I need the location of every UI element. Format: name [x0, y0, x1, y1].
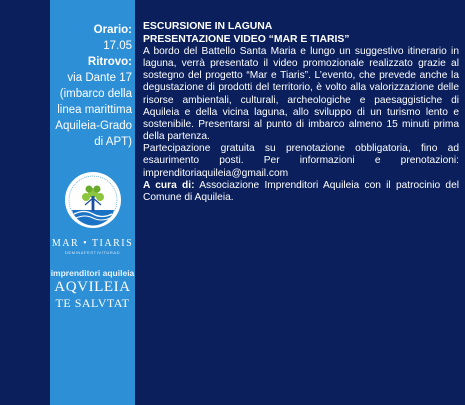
- event-info: [50, 22, 132, 150]
- mar-e-tiaris-emblem-icon: [64, 168, 122, 234]
- ritrovo-line: via Dante 17: [67, 72, 132, 84]
- logo-subtitle: DEMINAFESTIVITURAD: [64, 250, 121, 255]
- mar-e-tiaris-logo: [50, 168, 135, 240]
- info-sidebar: [50, 0, 135, 405]
- curator-label: A cura di:: [143, 179, 195, 191]
- ritrovo-line: di APT): [94, 136, 132, 148]
- ritrovo-line: linea marittima: [57, 104, 132, 116]
- event-subtitle: PRESENTAZIONE VIDEO “MAR E TIARIS”: [143, 33, 350, 45]
- te-salvtat-logo-text: TE SALVTAT: [55, 296, 130, 310]
- aquileia-logo-text: AQVILEIA: [54, 279, 131, 295]
- event-title: ESCURSIONE IN LAGUNA: [143, 21, 273, 32]
- event-description-text: A bordo del Battello Santa Maria e lungo un suggestivo itinerario in laguna, verrà presentato il video promozionale realizzato grazie al sostegno del progetto “Mar e Tiaris”. L’evento, che prevede anche la degustazione di prodotti del territorio, è volto alla valorizzazione delle risorse ambientali, culturali, archeologiche e paesaggistiche di Aquileia e della vicina laguna, allo sviluppo di un turismo lento e sostenibile. Presentarsi al punto di imbarco almeno 15 minuti prima della partenza.: [143, 46, 459, 143]
- logo-name: MAR • TIARIS: [51, 238, 134, 249]
- event-description: [143, 21, 459, 204]
- orario-value: 17.05: [103, 40, 132, 52]
- ritrovo-line: Aquileia-Grado: [55, 120, 132, 132]
- orario-label: Orario:: [93, 24, 132, 36]
- ritrovo-label: Ritrovo:: [87, 56, 132, 68]
- curator-text: Associazione Imprenditori Aquileia con il patrocinio del Comune di Aquileia.: [143, 179, 459, 203]
- booking-info: Partecipazione gratuita su prenotazione obbligatoria, fino ad esaurimento posti. Per informazioni e prenotazioni: imprenditoriaquileia@gmail.com: [143, 143, 459, 179]
- ritrovo-line: (imbarco della: [59, 88, 132, 100]
- curator-info: [143, 180, 459, 204]
- imprenditori-label: imprenditori aquileia: [50, 268, 135, 278]
